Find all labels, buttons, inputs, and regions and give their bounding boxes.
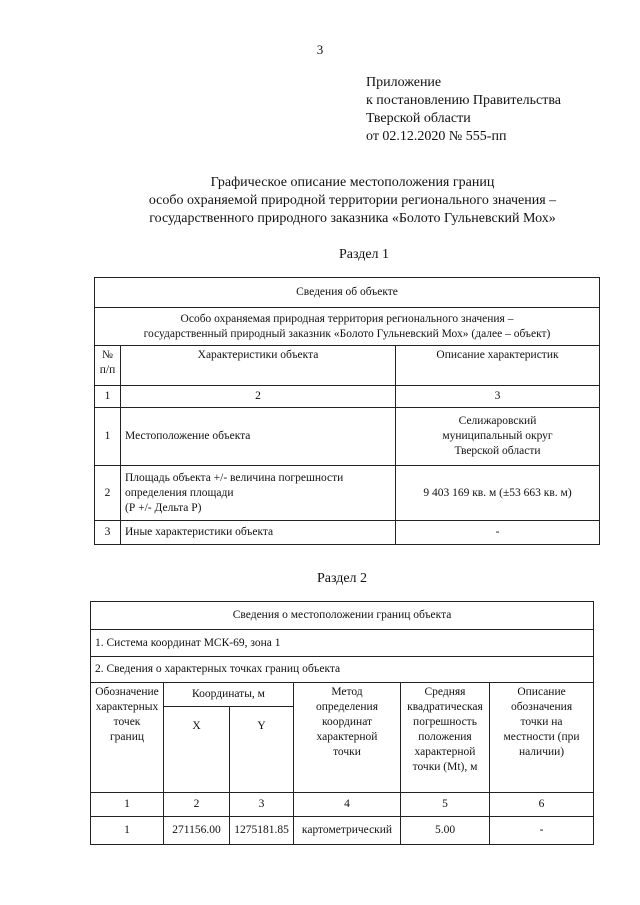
col-header-line: точки [333, 746, 361, 758]
column-index: 2 [121, 386, 396, 408]
characteristic-value: 9 403 169 кв. м (±53 663 кв. м) [396, 466, 600, 521]
col-header-line: погрешность [413, 716, 477, 728]
col-header-line: точки на [520, 716, 563, 728]
value-line: Селижаровский [458, 415, 537, 427]
col-header-line: определения [315, 701, 378, 713]
column-index: 5 [401, 793, 490, 817]
characteristic-name [121, 466, 396, 521]
section-2-heading: Раздел 2 [316, 571, 368, 586]
point-description: - [490, 817, 594, 845]
col-header-line: № [102, 349, 113, 361]
col-header-line: Описание [517, 686, 566, 698]
col-header-line: Средняя [424, 686, 466, 698]
col-header-line: Метод [331, 686, 363, 698]
object-name-line: Особо охраняемая природная территория регионального значения – [180, 312, 514, 325]
col-header-characteristics: Характеристики объекта [121, 346, 396, 386]
name-line: (Р +/- Дельта Р) [125, 501, 202, 514]
col-header-line: границ [109, 731, 145, 743]
column-index: 4 [294, 793, 401, 817]
error-value: 5.00 [401, 817, 490, 845]
table-row [95, 521, 600, 545]
coordinate-x: 271156.00 [164, 817, 230, 845]
row-number: 1 [95, 408, 121, 466]
characteristic-value [396, 408, 600, 466]
document-title [90, 174, 615, 228]
column-index: 3 [396, 386, 600, 408]
row-number: 3 [95, 521, 121, 545]
coordinate-system: 1. Система координат МСК-69, зона 1 [91, 630, 594, 657]
value-line: муниципальный округ [442, 430, 553, 442]
col-header-line: точек [113, 716, 141, 728]
title-line: Графическое описание местоположения границ [210, 175, 495, 190]
title-line: государственного природного заказника «Болото Гульневский Мох» [149, 211, 556, 226]
coordinate-y: 1275181.85 [230, 817, 294, 845]
value-line: Тверской области [454, 445, 541, 457]
table-row [95, 466, 600, 521]
appendix-line: к постановлению Правительства [366, 93, 562, 108]
col-header-line: Обозначение [95, 686, 159, 698]
object-name-cell [95, 308, 600, 346]
column-index: 1 [95, 386, 121, 408]
col-header-line: местности (при [503, 731, 580, 743]
characteristic-name: Местоположение объекта [121, 408, 396, 466]
appendix-line: Приложение [366, 75, 442, 90]
name-line: Площадь объекта +/- величина погрешности [125, 471, 344, 484]
col-header-line: квадратическая [407, 701, 483, 713]
col-header-number [95, 346, 121, 386]
column-index: 3 [230, 793, 294, 817]
col-header-line: обозначения [510, 701, 573, 713]
section-1-heading: Раздел 1 [338, 247, 390, 262]
column-index: 1 [91, 793, 164, 817]
points-caption: 2. Сведения о характерных точках границ объекта [91, 657, 594, 683]
col-header-line: характерных [95, 701, 159, 713]
column-index: 2 [164, 793, 230, 817]
col-header-coordinates: Координаты, м [164, 683, 294, 707]
title-line: особо охраняемой природной территории регионального значения – [148, 193, 557, 208]
characteristic-name: Иные характеристики объекта [121, 521, 396, 545]
table-row [95, 408, 600, 466]
col-header-x: X [164, 707, 230, 793]
col-header-line: наличии) [518, 746, 565, 758]
col-header-description: Описание характеристик [396, 346, 600, 386]
col-header-line: характерной [414, 746, 476, 758]
col-header-line: положения [418, 731, 472, 743]
table-caption: Сведения об объекте [95, 278, 600, 308]
table-caption: Сведения о местоположении границ объекта [91, 602, 594, 630]
page-number: 3 [316, 42, 324, 57]
row-number: 2 [95, 466, 121, 521]
col-header-point-description [490, 683, 594, 793]
characteristic-value: - [396, 521, 600, 545]
method: картометрический [294, 817, 401, 845]
point-id: 1 [91, 817, 164, 845]
object-name-line: государственный природный заказник «Болото Гульневский Мох» (далее – объект) [143, 327, 551, 340]
table-row [91, 817, 594, 845]
object-info-table [94, 277, 600, 545]
appendix-block [366, 74, 561, 146]
col-header-line: характерной [316, 731, 378, 743]
name-line: определения площади [125, 486, 234, 499]
column-index: 6 [490, 793, 594, 817]
col-header-y: Y [230, 707, 294, 793]
col-header-line: координат [321, 716, 373, 728]
appendix-line: от 02.12.2020 № 555-пп [366, 129, 507, 144]
col-header-line: п/п [99, 364, 116, 376]
col-header-method [294, 683, 401, 793]
col-header-line: точки (Mt), м [412, 761, 478, 773]
appendix-line: Тверской области [366, 111, 471, 126]
col-header-error [401, 683, 490, 793]
boundary-info-table [90, 601, 594, 845]
col-header-point [91, 683, 164, 793]
